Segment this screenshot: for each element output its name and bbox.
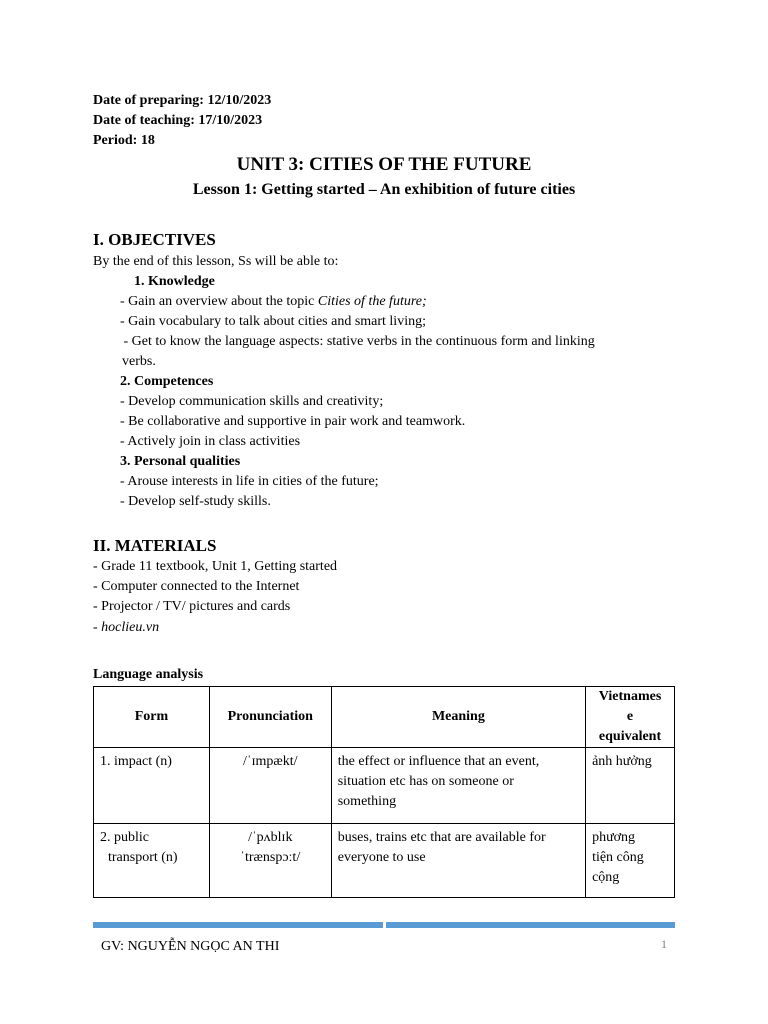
competences-item-2: - Be collaborative and supportive in pair work and teamwork. [120, 414, 466, 429]
language-analysis-table [93, 686, 675, 898]
materials-item-4-link-text: hoclieu.vn [101, 620, 160, 635]
meaning-line: buses, trains etc that are available for [337, 830, 546, 845]
meaning-line: something [337, 794, 397, 809]
meaning-cell [331, 748, 585, 824]
date-of-preparing: Date of preparing: 12/10/2023 [93, 93, 272, 108]
competences-item-3: - Actively join in class activities [120, 434, 301, 449]
pronunciation-cell [209, 748, 331, 824]
qualities-item-1: - Arouse interests in life in cities of the future; [120, 474, 379, 489]
table-row [94, 824, 675, 898]
knowledge-item-1-topic: Cities of the future; [317, 294, 427, 309]
pronunciation-text: /ˈɪmpækt/ [243, 754, 298, 769]
header-meaning: Meaning [331, 687, 585, 748]
meaning-line: the effect or influence that an event, [337, 754, 540, 769]
form-text: 1. impact (n) [100, 754, 172, 769]
language-analysis-label: Language analysis [93, 667, 204, 682]
competences-item-1: - Develop communication skills and creativity; [120, 394, 384, 409]
materials-item-2: - Computer connected to the Internet [93, 579, 300, 594]
knowledge-item-1-text: - Gain an overview about the topic [120, 294, 318, 309]
meaning-cell [331, 824, 585, 898]
header-vietnamese-line2: e [626, 709, 634, 724]
competences-heading: 2. Competences [120, 374, 214, 389]
table-header-row [94, 687, 675, 748]
page-number: 1 [661, 937, 667, 951]
footer-bar-right [386, 922, 675, 928]
meaning-line: everyone to use [337, 850, 426, 865]
header-vietnamese-line3: equivalent [598, 729, 662, 744]
footer-teacher-name: GV: NGUYỄN NGỌC AN THI [101, 939, 280, 954]
form-cell [94, 824, 210, 898]
meaning-line: situation etc has on someone or [337, 774, 514, 789]
pronunciation-cell [209, 824, 331, 898]
unit-title: UNIT 3: CITIES OF THE FUTURE [236, 154, 532, 175]
table-row [94, 748, 675, 824]
form-text: 2. public [100, 830, 149, 845]
pronunciation-text: /ˈpʌblɪk [248, 830, 293, 845]
form-text-cont: transport (n) [108, 850, 178, 865]
vietnamese-line: tiện công [592, 850, 644, 865]
vietnamese-line: phương [592, 830, 636, 845]
period: Period: 18 [93, 133, 155, 148]
materials-heading: II. MATERIALS [93, 536, 217, 555]
objectives-heading: I. OBJECTIVES [93, 230, 216, 249]
qualities-item-2: - Develop self-study skills. [120, 494, 271, 509]
materials-item-4-dash: - [93, 620, 102, 635]
form-cell [94, 748, 210, 824]
objectives-intro: By the end of this lesson, Ss will be able to: [93, 254, 339, 269]
header-vietnamese-equivalent [586, 687, 675, 748]
header-vietnamese-line1: Vietnames [598, 689, 662, 704]
header-pronunciation: Pronunciation [209, 687, 331, 748]
knowledge-item-3-cont: verbs. [122, 354, 156, 369]
knowledge-heading: 1. Knowledge [134, 274, 215, 289]
date-of-teaching: Date of teaching: 17/10/2023 [93, 113, 263, 128]
knowledge-item-1 [120, 292, 427, 312]
materials-item-1: - Grade 11 textbook, Unit 1, Getting started [93, 559, 338, 574]
vietnamese-text: ảnh hưởng [592, 754, 652, 769]
qualities-heading: 3. Personal qualities [120, 454, 241, 469]
pronunciation-text-cont: ˈtrænspɔːt/ [240, 850, 301, 865]
footer-bar-left [93, 922, 383, 928]
header-form: Form [94, 687, 210, 748]
knowledge-item-3: - Get to know the language aspects: stative verbs in the continuous form and linking [120, 334, 595, 349]
vietnamese-line: cộng [592, 870, 620, 885]
lesson-title: Lesson 1: Getting started – An exhibition of future cities [192, 181, 576, 198]
knowledge-item-2: - Gain vocabulary to talk about cities and smart living; [120, 314, 426, 329]
vietnamese-cell [586, 748, 675, 824]
vietnamese-cell [586, 824, 675, 898]
materials-item-4 [93, 618, 159, 638]
materials-item-3: - Projector / TV/ pictures and cards [93, 599, 291, 614]
